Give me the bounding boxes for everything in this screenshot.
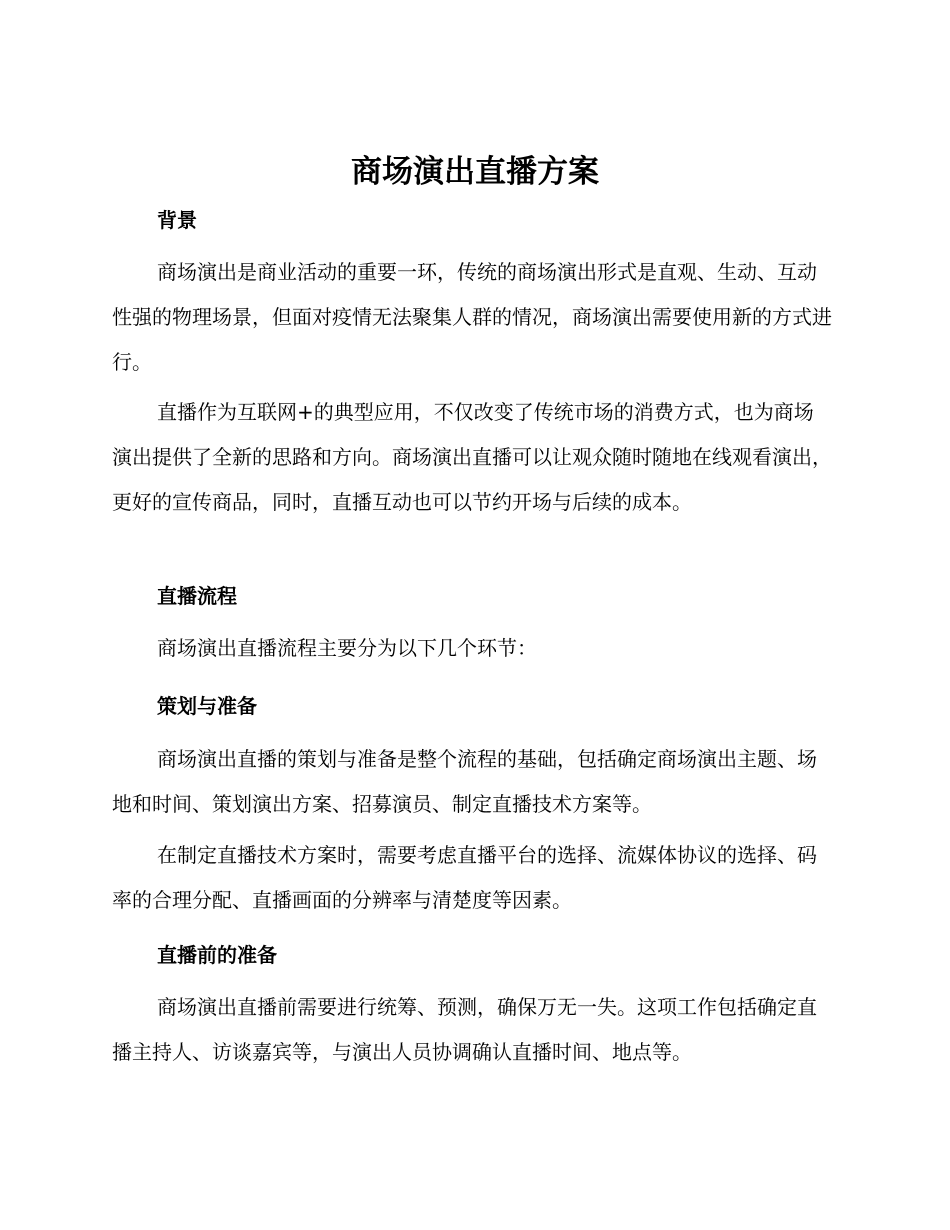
paragraph-background-1: 商场演出是商业活动的重要一环，传统的商场演出形式是直观、生动、互动性强的物理场景，但面对疫情无法聚集人群的情况，商场演出需要使用新的方式进行。 <box>112 260 832 374</box>
section-heading-pre-live: 直播前的准备 <box>157 943 277 967</box>
section-heading-planning: 策划与准备 <box>157 694 257 718</box>
paragraph-planning-2: 在制定直播技术方案时，需要考虑直播平台的选择、流媒体协议的选择、码率的合理分配、直播画面的分辨率与清楚度等因素。 <box>112 843 817 912</box>
section-heading-background: 背景 <box>157 208 197 232</box>
paragraph-pre-live-1: 商场演出直播前需要进行统筹、预测，确保万无一失。这项工作包括确定直播主持人、访谈嘉宾等，与演出人员协调确认直播时间、地点等。 <box>112 995 817 1064</box>
document-title: 商场演出直播方案 <box>351 154 599 190</box>
section-heading-flow: 直播流程 <box>157 584 237 608</box>
paragraph-planning-1: 商场演出直播的策划与准备是整个流程的基础，包括确定商场演出主题、场地和时间、策划演出方案、招募演员、制定直播技术方案等。 <box>112 747 817 816</box>
paragraph-background-2: 直播作为互联网+的典型应用，不仅改变了传统市场的消费方式，也为商场演出提供了全新的思路和方向。商场演出直播可以让观众随时随地在线观看演出，更好的宣传商品，同时，直播互动也可以节约开场与后续的成本。 <box>112 400 832 514</box>
paragraph-flow-1: 商场演出直播流程主要分为以下几个环节： <box>157 636 537 660</box>
